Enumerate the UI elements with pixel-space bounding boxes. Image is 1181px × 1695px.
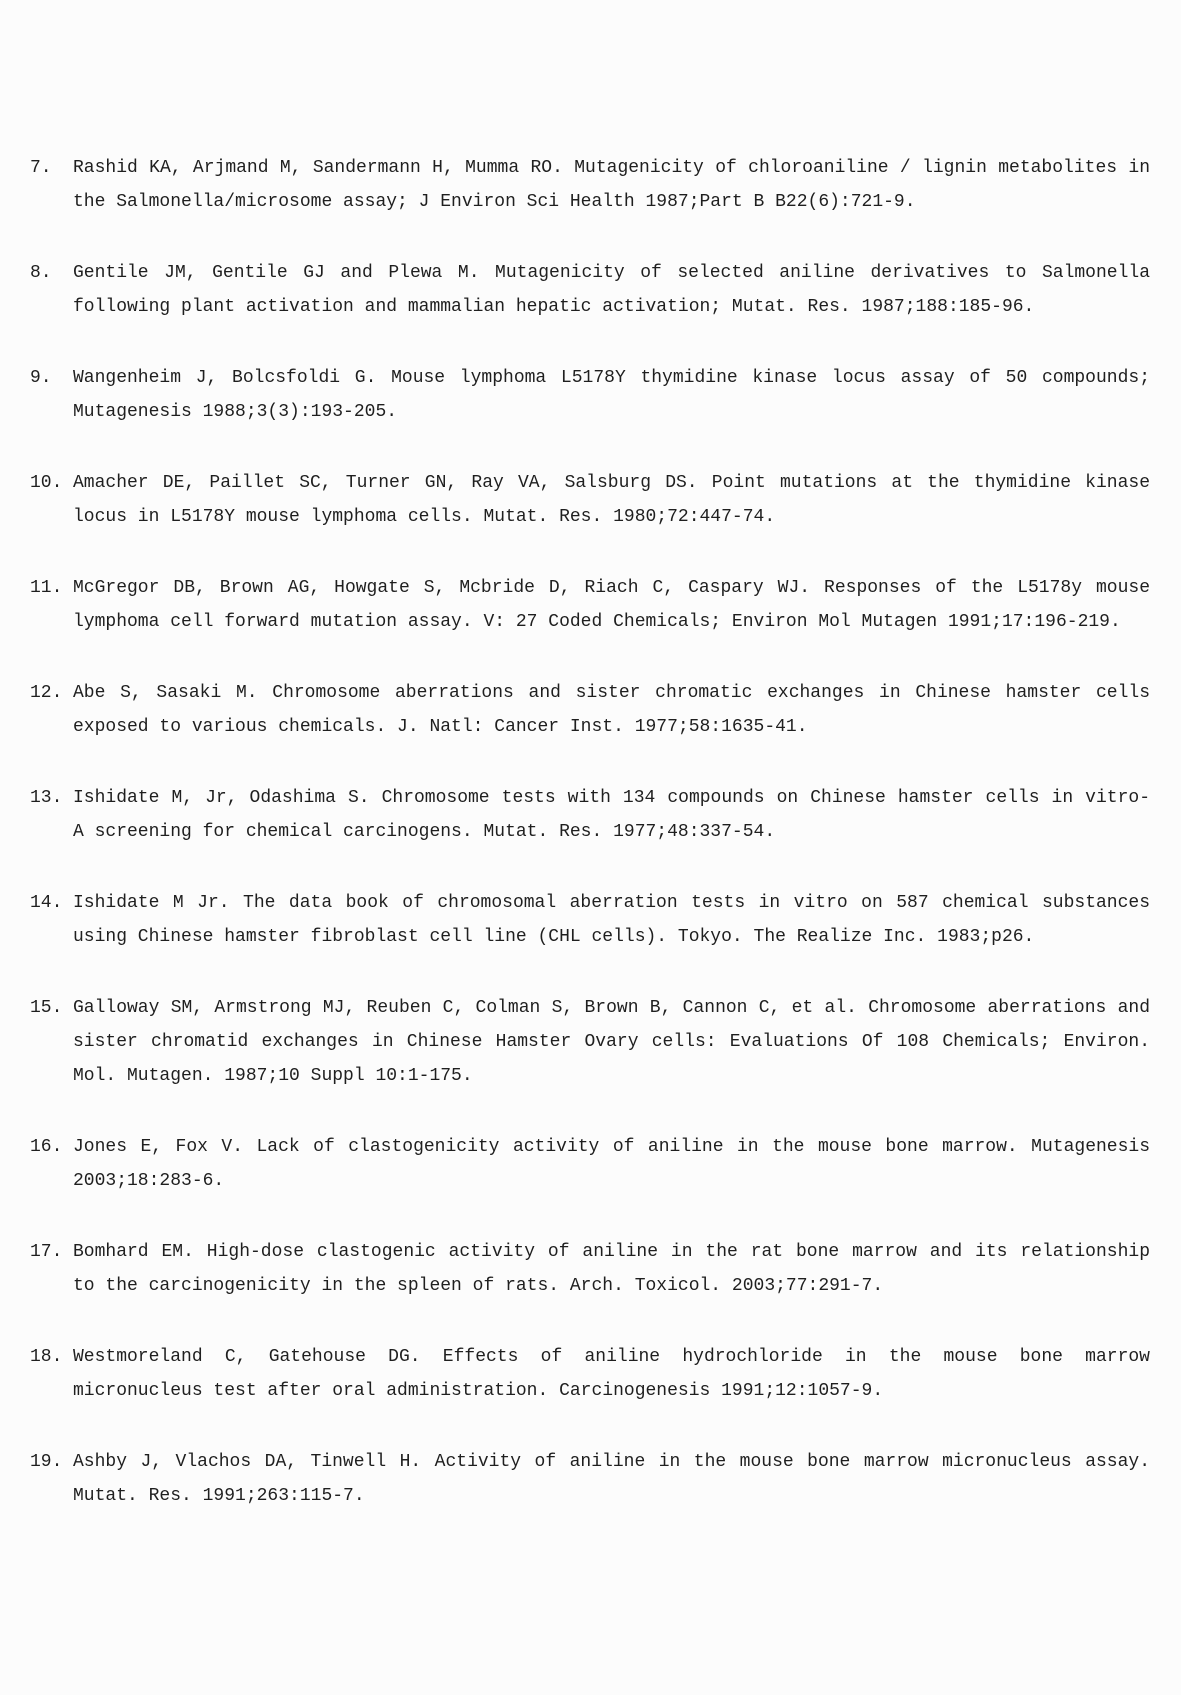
reference-text: Galloway SM, Armstrong MJ, Reuben C, Colman S, Brown B, Cannon C, et al. Chromosome aberrations and sister chromatid exchanges in Chinese Hamster Ovary cells: Evaluations Of 108 Chemicals; Environ. Mol. Mutagen. 1987;10 Suppl 10:1-175.	[73, 998, 1150, 1086]
reference-number: 15.	[30, 998, 63, 1018]
reference-text: Gentile JM, Gentile GJ and Plewa M. Mutagenicity of selected aniline derivatives to Salmonella following plant activation and mammalian hepatic activation; Mutat. Res. 1987;188:185-96.	[73, 263, 1150, 317]
reference-item	[30, 361, 1150, 429]
reference-number: 16.	[30, 1137, 63, 1157]
reference-item	[30, 1130, 1150, 1198]
reference-item	[30, 1340, 1150, 1408]
reference-number: 7.	[30, 158, 52, 178]
reference-text: McGregor DB, Brown AG, Howgate S, Mcbride D, Riach C, Caspary WJ. Responses of the L5178y mouse lymphoma cell forward mutation assay. V: 27 Coded Chemicals; Environ Mol Mutagen 1991;17:196-219.	[73, 578, 1150, 632]
reference-item	[30, 676, 1150, 744]
reference-item	[30, 886, 1150, 954]
reference-text: Wangenheim J, Bolcsfoldi G. Mouse lymphoma L5178Y thymidine kinase locus assay of 50 compounds; Mutagenesis 1988;3(3):193-205.	[73, 368, 1150, 422]
reference-text: Ashby J, Vlachos DA, Tinwell H. Activity of aniline in the mouse bone marrow micronucleus assay. Mutat. Res. 1991;263:115-7.	[73, 1452, 1150, 1506]
reference-text: Abe S, Sasaki M. Chromosome aberrations and sister chromatic exchanges in Chinese hamster cells exposed to various chemicals. J. Natl: Cancer Inst. 1977;58:1635-41.	[73, 683, 1150, 737]
reference-item	[30, 781, 1150, 849]
reference-number: 14.	[30, 893, 63, 913]
reference-number: 18.	[30, 1347, 63, 1367]
reference-number: 10.	[30, 473, 63, 493]
reference-text: Westmoreland C, Gatehouse DG. Effects of aniline hydrochloride in the mouse bone marrow micronucleus test after oral administration. Carcinogenesis 1991;12:1057-9.	[73, 1347, 1150, 1401]
reference-number: 12.	[30, 683, 63, 703]
reference-item	[30, 256, 1150, 324]
reference-text: Ishidate M, Jr, Odashima S. Chromosome tests with 134 compounds on Chinese hamster cells in vitro- A screening for chemical carcinogens. Mutat. Res. 1977;48:337-54.	[73, 788, 1150, 842]
reference-item	[30, 991, 1150, 1093]
reference-item	[30, 151, 1150, 219]
reference-text: Ishidate M Jr. The data book of chromosomal aberration tests in vitro on 587 chemical substances using Chinese hamster fibroblast cell line (CHL cells). Tokyo. The Realize Inc. 1983;p26.	[73, 893, 1150, 947]
reference-list	[30, 151, 1150, 1513]
reference-item	[30, 571, 1150, 639]
reference-text: Amacher DE, Paillet SC, Turner GN, Ray VA, Salsburg DS. Point mutations at the thymidine kinase locus in L5178Y mouse lymphoma cells. Mutat. Res. 1980;72:447-74.	[73, 473, 1150, 527]
reference-text: Rashid KA, Arjmand M, Sandermann H, Mumma RO. Mutagenicity of chloroaniline / lignin metabolites in the Salmonella/microsome assay; J Environ Sci Health 1987;Part B B22(6):721-9.	[73, 158, 1150, 212]
reference-item	[30, 1445, 1150, 1513]
reference-number: 13.	[30, 788, 63, 808]
reference-item	[30, 1235, 1150, 1303]
reference-number: 8.	[30, 263, 52, 283]
reference-item	[30, 466, 1150, 534]
reference-number: 9.	[30, 368, 52, 388]
reference-text: Bomhard EM. High-dose clastogenic activity of aniline in the rat bone marrow and its relationship to the carcinogenicity in the spleen of rats. Arch. Toxicol. 2003;77:291-7.	[73, 1242, 1150, 1296]
reference-number: 17.	[30, 1242, 63, 1262]
reference-number: 11.	[30, 578, 63, 598]
reference-number: 19.	[30, 1452, 63, 1472]
reference-text: Jones E, Fox V. Lack of clastogenicity activity of aniline in the mouse bone marrow. Mutagenesis 2003;18:283-6.	[73, 1137, 1150, 1191]
